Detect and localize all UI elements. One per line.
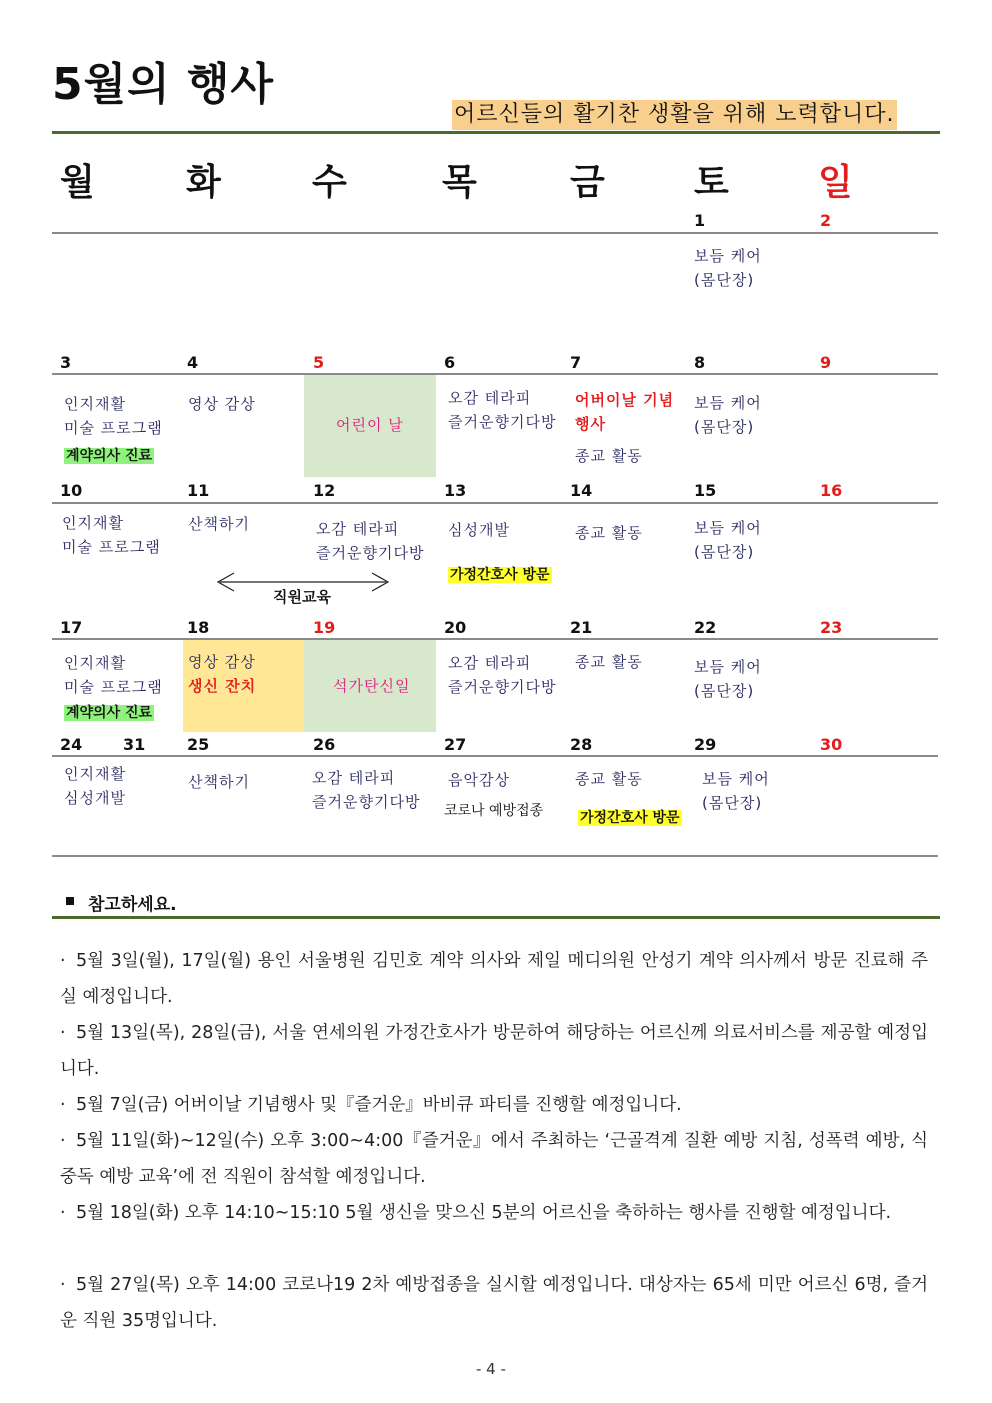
note-bullet: ·	[60, 1023, 66, 1043]
event-line: 즐거운향기다방	[448, 678, 557, 696]
note-bullet: ·	[60, 1095, 66, 1115]
note-text: 5월 18일(화) 오후 14:10~15:10 5월 생신을 맞으신 5분의 어르신을 축하하는 행사를 진행할 예정입니다.	[76, 1203, 892, 1223]
page-title: 5월의 행사	[52, 59, 274, 110]
event-birthday-party: 생신 잔치	[188, 677, 257, 695]
nurse-badge	[578, 808, 682, 828]
event-line: (몸단장)	[694, 682, 755, 700]
event-line: 인지재활	[64, 654, 126, 672]
day-number: 29	[694, 735, 717, 754]
event-line: (몸단장)	[694, 271, 755, 289]
event-aroma	[312, 766, 420, 814]
badge-text: 가정간호사 방문	[450, 567, 550, 583]
day-number: 23	[820, 618, 843, 637]
note-text: 5월 13일(목), 28일(금), 서울 연세의원 가정간호사가 방문하여 해당하는 어르신께 의료서비스를 제공할 예정입니다.	[60, 1023, 928, 1079]
note-bullet: ·	[60, 1203, 66, 1223]
event-line: 오감 테라피	[448, 389, 532, 407]
event-aroma	[448, 386, 556, 434]
event-grooming	[694, 244, 762, 292]
doctor-badge	[64, 703, 154, 723]
event-line: 미술 프로그램	[62, 538, 161, 556]
day-number: 1	[694, 211, 706, 230]
event-grooming	[694, 391, 762, 439]
week-divider	[52, 638, 938, 640]
event-line: 즐거운향기다방	[316, 544, 425, 562]
day-number: 15	[694, 481, 717, 500]
event-line: 오감 테라피	[312, 769, 396, 787]
day-number: 8	[694, 353, 706, 372]
event-walk: 산책하기	[188, 773, 250, 791]
note-text: 5월 3일(월), 17일(월) 용인 서울병원 김민호 계약 의사와 제일 메디의원 안성기 계약 의사께서 방문 진료해 주실 예정입니다.	[60, 951, 928, 1007]
event-line: (몸단장)	[694, 543, 755, 561]
week-divider	[52, 232, 938, 234]
event-line: 보듬 케어	[694, 519, 762, 537]
day-number: 28	[570, 735, 593, 754]
note-item	[60, 1195, 928, 1231]
event-line: (몸단장)	[702, 794, 763, 812]
weekday-thu: 목	[442, 162, 477, 203]
event-religion: 종교 활동	[575, 524, 643, 542]
note-item	[60, 1123, 928, 1195]
page-subtitle: 어르신들의 활기찬 생활을 위해 노력합니다.	[452, 100, 897, 130]
event-grooming	[702, 767, 770, 815]
badge-text: 계약의사 진료	[66, 705, 153, 721]
nurse-badge	[448, 565, 552, 585]
page-number: - 4 -	[476, 1360, 506, 1378]
note-text: 5월 7일(금) 어버이날 기념행사 및『즐거운』바비큐 파티를 진행할 예정입니다.	[76, 1095, 682, 1115]
weekday-sat: 토	[694, 162, 729, 203]
day-number: 27	[444, 735, 467, 754]
day-number: 12	[313, 481, 336, 500]
event-aroma	[448, 651, 556, 699]
day-number: 13	[444, 481, 467, 500]
event-video	[188, 392, 256, 416]
event-video: 영상 감상	[188, 653, 256, 671]
week-divider	[52, 502, 938, 504]
weekday-wed: 수	[312, 162, 347, 203]
day-number: 6	[444, 353, 456, 372]
day-number: 4	[187, 353, 199, 372]
event-parents-day	[575, 388, 674, 436]
event-grooming	[694, 655, 762, 703]
event-vaccination: 코로나 예방접종	[444, 803, 544, 819]
event-line: 즐거운향기다방	[312, 793, 421, 811]
event-walk: 산책하기	[188, 515, 250, 533]
day-number: 24	[60, 735, 83, 754]
title-underline	[52, 131, 940, 134]
weekday-mon: 월	[60, 162, 95, 203]
event-religion: 종교 활동	[575, 653, 643, 671]
day-number: 30	[820, 735, 843, 754]
event-line: 인지재활	[64, 395, 126, 413]
note-text: 5월 11일(화)~12일(수) 오후 3:00~4:00『즐거운』에서 주최하는 ‘근골격계 질환 예방 지침, 성폭력 예방, 식중독 예방 교육’에 전 직원이 참석할 예정입니다.	[60, 1131, 928, 1187]
event-religion: 종교 활동	[575, 770, 643, 788]
note-item	[60, 943, 928, 1015]
day-number: 3	[60, 353, 72, 372]
event-line: 보듬 케어	[702, 770, 770, 788]
event-line: 행사	[575, 415, 606, 433]
day-number: 25	[187, 735, 210, 754]
day-number: 7	[570, 353, 582, 372]
day-number: 11	[187, 481, 210, 500]
day-number: 21	[570, 618, 593, 637]
event-line: 오감 테라피	[448, 654, 532, 672]
staff-training-label: 직원교육	[273, 588, 331, 606]
note-item	[60, 1087, 928, 1123]
day-number: 16	[820, 481, 843, 500]
event-buddha-day: 석가탄신일	[333, 677, 411, 695]
day-number: 31	[123, 735, 146, 754]
event-line: (몸단장)	[694, 418, 755, 436]
day-number: 20	[444, 618, 467, 637]
event-cognitive	[64, 762, 126, 810]
event-cognitive	[64, 651, 163, 699]
event-line: 오감 테라피	[316, 520, 400, 538]
day-number: 5	[313, 353, 325, 372]
note-bullet: ·	[60, 1275, 66, 1295]
day-number: 2	[820, 211, 832, 230]
week-divider	[52, 755, 938, 757]
event-line: 보듬 케어	[694, 658, 762, 676]
note-bullet: ·	[60, 951, 66, 971]
notes-underline	[52, 916, 940, 919]
event-line: 미술 프로그램	[64, 419, 163, 437]
day-number: 22	[694, 618, 717, 637]
day-number: 18	[187, 618, 210, 637]
event-mind: 심성개발	[448, 521, 510, 539]
event-aroma	[316, 517, 424, 565]
event-grooming	[694, 516, 762, 564]
event-line: 인지재활	[62, 514, 124, 532]
day-number: 26	[313, 735, 336, 754]
event-cognitive	[62, 511, 161, 559]
weekday-fri: 금	[570, 162, 605, 203]
event-childrens-day: 어린이 날	[336, 416, 404, 434]
day-number: 10	[60, 481, 83, 500]
day-number: 17	[60, 618, 83, 637]
event-line: 미술 프로그램	[64, 678, 163, 696]
event-music: 음악감상	[448, 771, 510, 789]
square-bullet-icon	[66, 897, 74, 905]
week-divider	[52, 373, 938, 375]
badge-text: 가정간호사 방문	[580, 810, 680, 826]
day-number: 9	[820, 353, 832, 372]
event-line: 인지재활	[64, 765, 126, 783]
badge-text: 계약의사 진료	[66, 448, 153, 464]
day-number: 19	[313, 618, 336, 637]
event-line: 즐거운향기다방	[448, 413, 557, 431]
event-cognitive	[64, 392, 163, 440]
note-item	[60, 1267, 928, 1339]
event-line: 심성개발	[64, 789, 126, 807]
note-bullet: ·	[60, 1131, 66, 1151]
event-line: 보듬 케어	[694, 394, 762, 412]
event-line: 보듬 케어	[694, 247, 762, 265]
weekday-tue: 화	[186, 162, 221, 203]
weekday-sun: 일	[818, 162, 853, 203]
note-text: 5월 27일(목) 오후 14:00 코로나19 2차 예방접종을 실시할 예정입니다. 대상자는 65세 미만 어르신 6명, 즐거운 직원 35명입니다.	[60, 1275, 928, 1331]
day-number: 14	[570, 481, 593, 500]
event-line: 영상 감상	[188, 395, 256, 413]
calendar-bottom-border	[52, 855, 938, 857]
event-line: 어버이날 기념	[575, 391, 675, 409]
notes-heading: 참고하세요.	[88, 895, 177, 915]
event-religion: 종교 활동	[575, 447, 643, 465]
doctor-badge	[64, 446, 154, 466]
note-item	[60, 1015, 928, 1087]
